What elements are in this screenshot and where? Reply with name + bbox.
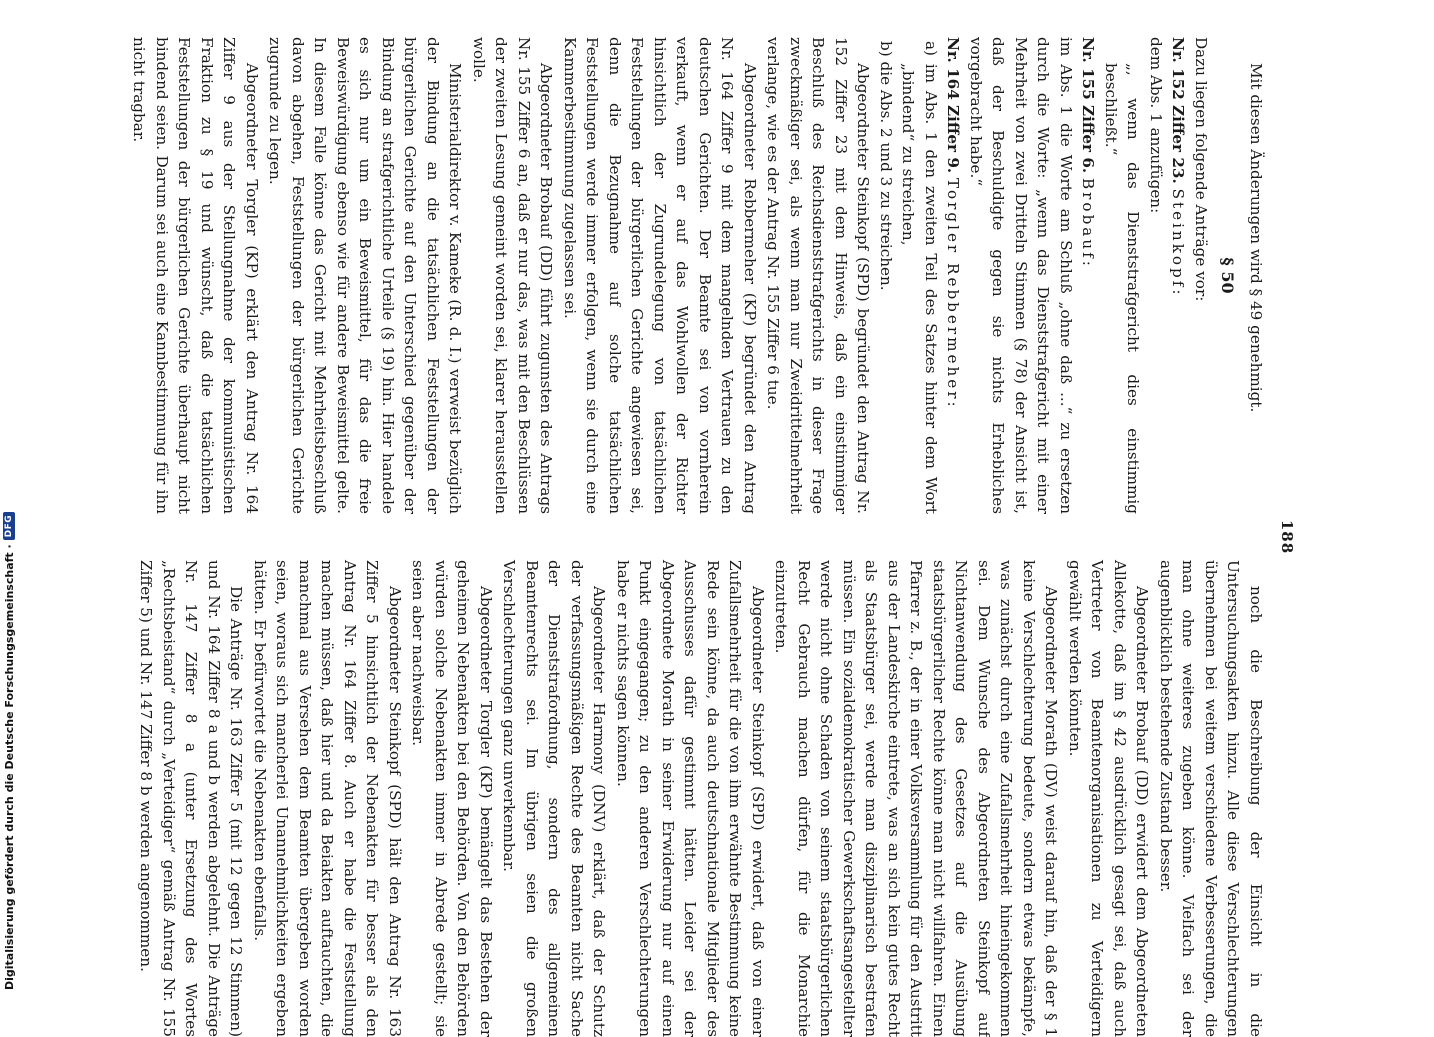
paragraph: Abgeordneter Steinkopf (SPD) hält den Antrag Nr. 163 Ziffer 5 hinsichtlich der Nebenakten für besser als den Antrag Nr. 164 Ziffer 8. Auch er habe die Feststellung machen müssen, daß hier und da Beiakten auftauchten, die manchmal aus Versehen dem Beamten übergeben worden seien, woraus sich mancherlei Unannehmlichkeiten ergeben hätten. Er befürwortet die Nebenakten ebenfalls.: [251, 560, 404, 1037]
paragraph: Abgeordneter Torgler (KP) bemängelt das Bestehen der geheimen Nebenakten bei den Behörden. Von den Behörden würden solche Nebenakten immer in Abrede gestellt; sie seien aber nachweisbar.: [409, 560, 495, 1037]
paragraph: Abgeordneter Steinkopf (SPD) erwidert, daß von einer Zufallsmehrheit für die von ihm erwähnte Bestimmung keine Rede sein könne, da auch deutschnationale Mitglieder des Ausschusses dafür gestimmt hätten. Leider sei der Abgeordnete Morath in seiner Erwiderung nur auf einen Punkt eingegangen; zu den anderen Verschlechterungen habe er nichts sagen können.: [614, 560, 767, 1037]
left-column: [128, 37, 1267, 514]
motion-number: Nr. 155 Ziffer 6.: [1079, 37, 1098, 174]
paragraph: Abgeordneter Brobauf (DD) erwidert dem Abgeordneten Allekotte, daß im § 42 ausdrücklich gesagt sei, daß auch Vertreter von Beamtenorganisationen zu Verteidigern gewählt werden könnten.: [1066, 560, 1152, 1037]
paragraph: Abgeordneter Morath (DV) weist darauf hin, daß der § 1 keine Verschlechterung bedeute, sondern etwas bekämpfe, was zunächst durch eine Zufallsmehrheit hineingekommen sei. Dem Wunsche des Abgeordneten Steinkopf auf Nichtanwendung des Gesetzes auf die Ausübung staatsbürgerlicher Rechte könne man nicht willfahren. Einen Pfarrer z. B., der in einer Volksversammlung für den Austritt aus der Landeskirche eintrete, was an sich kein gutes Recht als Staatsbürger sei, werde man disziplinarisch bestrafen müssen. Ein sozialdemokratischer Gewerkschaftsangestellter werde nicht ohne Schaden von seinem staatsbürgerlichen Recht Gebrauch machen dürfen, für die Monarchie einzutreten.: [772, 560, 1061, 1037]
paragraph: Abgeordneter Rebbermeher (KP) begründet den Antrag Nr. 164 Ziffer 9 mit dem mangelnden Vertrauen zu den deutschen Gerichten. Der Beamte sei von vornherein verkauft, wenn er auf das Wohlwollen der Richter hinsichtlich der Zugrundelegung von tatsächlichen Feststellungen der bürgerlichen Gerichte angewiesen sei, denn die Bezugnahme auf solche tatsächlichen Feststellungen werde immer erfolgen, wenn sie durch eine Kammerbestimmung zugelassen sei.: [561, 37, 759, 514]
paragraph: Abgeordneter Harmony (DNV) erklärt, daß der Schutz der verfassungsmäßigen Rechte des Beamten nicht Sache der Dienststrafordnung, sondern des allgemeinen Beamtenrechts sei. Im übrigen seien die großen Verschlechterungen ganz unverkennbar.: [500, 560, 609, 1037]
credit-text: Digitalisierung gefördert durch die Deutsche Forschungsgemeinschaft ·: [2, 544, 16, 990]
motion-entry: [1145, 37, 1190, 514]
right-column: [128, 560, 1267, 1037]
dfg-logo-icon: DFG: [3, 512, 15, 541]
paragraph: Abgeordneter Torgler (KP) erklärt den Antrag Nr. 164 Ziffer 9 aus der Stellungnahme der kommunistischen Fraktion zu § 19 und wünscht, daß die tatsächlichen Feststellungen der bürgerlichen Gerichte überhaupt nicht bindend seien. Darum sei auch eine Kannbestimmung für ihn nicht tragbar.: [130, 37, 261, 514]
list-label: a): [922, 41, 940, 56]
list-label: b): [877, 41, 895, 57]
section-heading: § 50: [1218, 257, 1238, 294]
list-text: im Abs. 1 den zweiten Teil des Satzes hinter dem Wort „bindend“ zu streichen,: [899, 63, 940, 514]
digitization-credit: [0, 0, 18, 1000]
paragraph: Ministerialdirektor v. Kameke (R. d. I.) verweist bezüglich der Bindung an die tatsächlichen Feststellungen der bürgerlichen Gerichte auf den Unterschied gegenüber der Bindung an strafgerichtliche Urteile (§ 19) hin. Hier handele es sich nur um ein Beweismittel, für das die freie Beweiswürdigung ebenso wie für andere Beweismittel gelte. In diesem Falle könne das Gericht mit Mehrheitsbeschluß davon abgehen, Feststellungen der bürgerlichen Gerichte zugrunde zu legen.: [266, 37, 465, 514]
intro-text: Dazu liegen folgende Anträge vor:: [1192, 37, 1210, 302]
paragraph: Abgeordneter Brobauf (DD) führt zugunsten des Antrags Nr. 155 Ziffer 6 an, daß er nur das, was mit den Beschlüssen der zweiten Lesung gemeint worden sei, klarer herausstellen wolle.: [470, 37, 556, 514]
paragraph: Die Anträge Nr. 163 Ziffer 5 (mit 12 gegen 12 Stimmen) und Nr. 164 Ziffer 8 a und b werden abgelehnt. Die Anträge Nr. 147 Ziffer 8 a (unter Ersetzung des Wortes „Rechtsbeistand“ durch „Verteidiger“ gemäß Antrag Nr. 155 Ziffer 5) und Nr. 147 Ziffer 8 b werden angenommen.: [137, 560, 246, 1037]
motion-number: Nr. 152 Ziffer 23.: [1169, 37, 1188, 184]
motion-author: Brobauf:: [1079, 178, 1098, 269]
text-columns: [128, 37, 1267, 1037]
motion-author: Torgler Rebbermeher:: [944, 178, 963, 410]
document-page: [117, 37, 1297, 1037]
motion-author: Steinkopf:: [1169, 188, 1188, 298]
paragraph: Mit diesen Änderungen wird § 49 genehmigt.: [1247, 63, 1265, 413]
motion-text: im Abs. 1 die Worte am Schluß „ohne daß ...“ zu ersetzen durch die Worte: „wenn das Dienststrafgericht mit einer Mehrheit von zwei Dritteln Stimmen (§ 78) der Ansicht ist, daß der Beschuldigte gegen sie nichts Erhebliches vorgebracht habe.“: [967, 37, 1075, 514]
motion-number: Nr. 164 Ziffer 9.: [944, 37, 963, 174]
page-number: 188: [1278, 519, 1296, 555]
motion-text: dem Abs. 1 anzufügen:: [1147, 37, 1165, 214]
motion-entry: [942, 37, 965, 514]
paragraph: noch die Beschreibung der Einsicht in die Untersuchungsakten hinzu. Alle diese Verschlechterungen übernehmen bei weitem verschiedene Verbesserungen, die man ohne weiteres zugeben könne. Vielfach sei der augenblicklich bestehende Zustand besser.: [1157, 560, 1265, 1037]
motion-entry: [965, 37, 1100, 514]
list-item: [897, 41, 942, 514]
paragraph: Abgeordneter Steinkopf (SPD) begründet den Antrag Nr. 152 Ziffer 23 mit dem Hinweis, daß ein einstimmiger Beschluß des Reichsdienststrafgerichts in dieser Frage zweckmäßiger sei, als wenn man nur Zweidrittelmehrheit verlange, wie es der Antrag Nr. 155 Ziffer 6 tue.: [764, 37, 873, 514]
list-item: [875, 41, 898, 514]
quoted-amendment: „, wenn das Dienststrafgericht dies einstimmig beschließt.“: [1102, 63, 1143, 514]
list-text: die Abs. 2 und 3 zu streichen.: [877, 61, 895, 291]
